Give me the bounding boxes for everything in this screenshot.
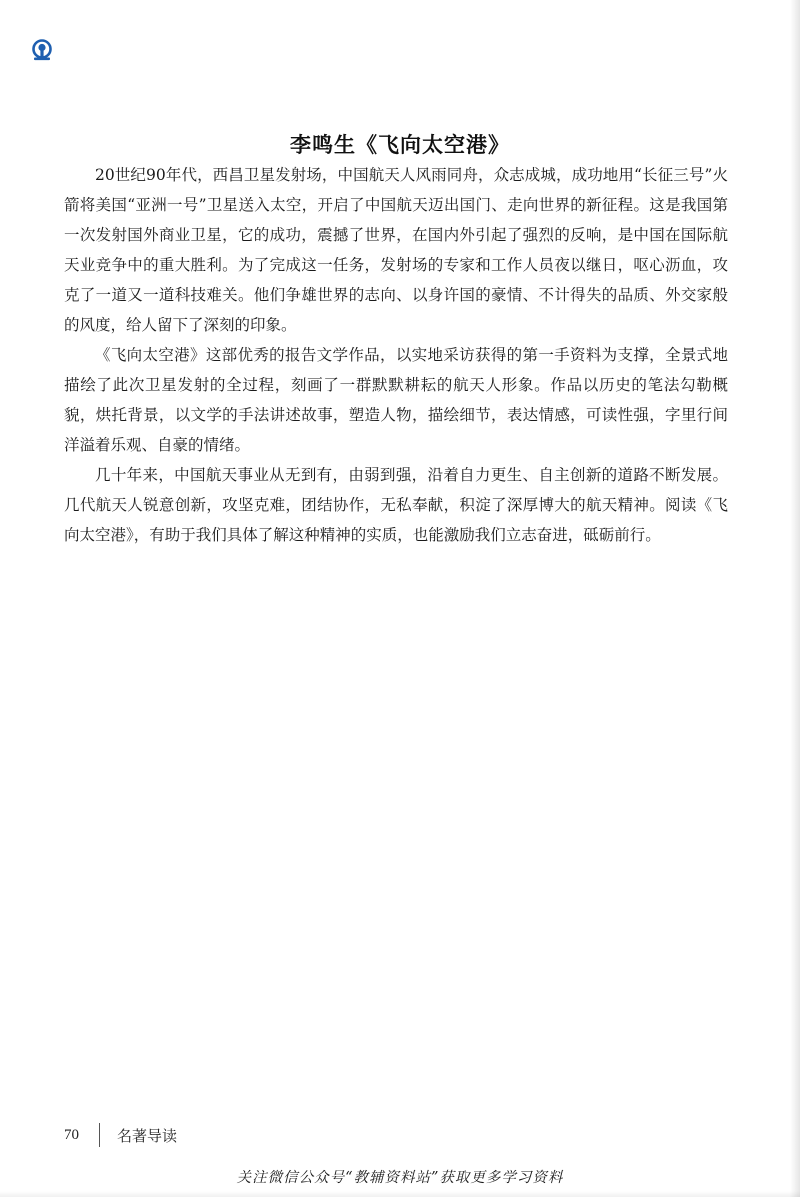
article-body bbox=[64, 160, 728, 550]
watermark-text: 关注微信公众号“教辅资料站”获取更多学习资料 bbox=[236, 1170, 564, 1186]
publisher-logo-icon bbox=[30, 38, 54, 62]
page-bottom-shadow bbox=[0, 1191, 800, 1197]
book-name: 名著导读 bbox=[117, 1126, 178, 1145]
page-footer bbox=[64, 1122, 177, 1148]
paragraph-1: 20世纪90年代，西昌卫星发射场，中国航天人风雨同舟，众志成城，成功地用“长征三号”火箭将美国“亚洲一号”卫星送入太空，开启了中国航天迈出国门、走向世界的新征程。这是我国第一次发射国外商业卫星，它的成功，震撼了世界，在国内外引起了强烈的反响，是中国在国际航天业竞争中的重大胜利。为了完成这一任务，发射场的专家和工作人员夜以继日，呕心沥血，攻克了一道又一道科技难关。他们争雄世界的志向、以身许国的豪情、不计得失的品质、外交家般的风度，给人留下了深刻的印象。 bbox=[64, 166, 728, 334]
page-edge-shadow bbox=[790, 0, 800, 1197]
article-title: 李鸣生《飞向太空港》 bbox=[290, 133, 510, 158]
page-number: 70 bbox=[64, 1126, 79, 1143]
paragraph-2: 《飞向太空港》这部优秀的报告文学作品，以实地采访获得的第一手资料为支撑，全景式地描绘了此次卫星发射的全过程，刻画了一群默默耕耘的航天人形象。作品以历史的笔法勾勒概貌，烘托背景，以文学的手法讲述故事，塑造人物，描绘细节，表达情感，可读性强，字里行间洋溢着乐观、自豪的情绪。 bbox=[64, 346, 728, 454]
paragraph-3: 几十年来，中国航天事业从无到有，由弱到强，沿着自力更生、自主创新的道路不断发展。几代航天人锐意创新，攻坚克难，团结协作，无私奉献，积淀了深厚博大的航天精神。阅读《飞向太空港》，有助于我们具体了解这种精神的实质，也能激励我们立志奋进，砥砺前行。 bbox=[64, 466, 728, 544]
footer-divider bbox=[99, 1123, 100, 1147]
